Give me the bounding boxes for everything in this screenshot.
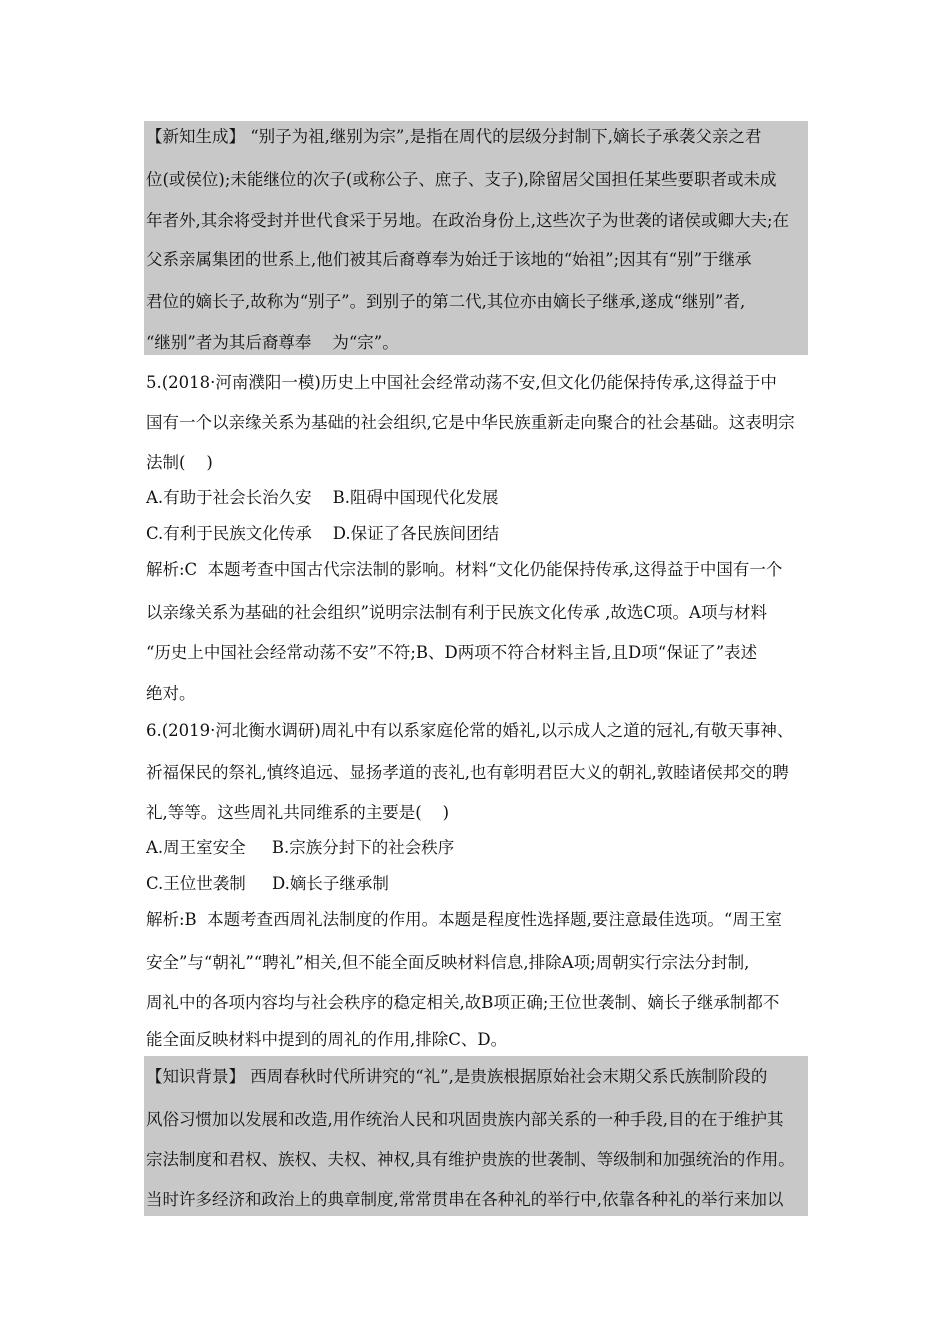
question-6-stem: 祈福保民的祭礼,慎终追远、显扬孝道的丧礼,也有彰明君臣大义的朝礼,敦睦诸侯邦交的聘 bbox=[146, 763, 789, 782]
question-6-stem: 礼,等等。这些周礼共同维系的主要是( ) bbox=[146, 803, 450, 822]
question-6-options: C.王位世袭制 D.嫡长子继承制 bbox=[146, 874, 389, 893]
question-5-analysis: 以亲缘关系为基础的社会组织”说明宗法制有利于民族文化传承 ,故选C项。A项与材料 bbox=[146, 603, 767, 622]
box2-line: 宗法制度和君权、族权、夫权、神权,具有维护贵族的世袭制、等级制和加强统治的作用。 bbox=[146, 1150, 795, 1169]
box1-line: “继别”者为其后裔尊奉 为“宗”。 bbox=[146, 333, 399, 352]
box1-line: 【新知生成】 “别子为祖,继别为宗”,是指在周代的层级分封制下,嫡长子承袭父亲之君 bbox=[146, 127, 762, 146]
box1-line: 位(或侯位);未能继位的次子(或称公子、庶子、支子),除留居父国担任某些要职者或未成 bbox=[146, 170, 777, 189]
box2-line: 风俗习惯加以发展和改造,用作统治人民和巩固贵族内部关系的一种手段,目的在于维护其 bbox=[146, 1110, 784, 1129]
question-6-analysis: 周礼中的各项内容均与社会秩序的稳定相关,故B项正确;王位世袭制、嫡长子继承制都不 bbox=[146, 993, 780, 1012]
question-5-stem: 国有一个以亲缘关系为基础的社会组织,它是中华民族重新走向聚合的社会基础。这表明宗 bbox=[146, 413, 795, 432]
question-6-analysis: 能全面反映材料中提到的周礼的作用,排除C、D。 bbox=[146, 1030, 508, 1049]
question-5-options: C.有利于民族文化传承 D.保证了各民族间团结 bbox=[146, 524, 500, 543]
question-6-options: A.周王室安全 B.宗族分封下的社会秩序 bbox=[146, 838, 455, 857]
question-5-analysis: 绝对。 bbox=[146, 684, 196, 703]
question-6-analysis: 解析:B 本题考查西周礼法制度的作用。本题是程度性选择题,要注意最佳选项。“周王室 bbox=[146, 910, 782, 929]
question-5-analysis: “历史上中国社会经常动荡不安”不符;B、D两项不符合材料主旨,且D项“保证了”表述 bbox=[146, 643, 758, 662]
box2-line: 当时许多经济和政治上的典章制度,常常贯串在各种礼的举行中,依靠各种礼的举行来加以 bbox=[146, 1190, 784, 1209]
question-5-analysis: 解析:C 本题考查中国古代宗法制的影响。材料“文化仍能保持传承,这得益于中国有一个 bbox=[146, 560, 783, 579]
box1-line: 君位的嫡长子,故称为“别子”。到别子的第二代,其位亦由嫡长子继承,遂成“继别”者, bbox=[146, 292, 746, 311]
box1-line: 年者外,其余将受封并世代食采于另地。在政治身份上,这些次子为世袭的诸侯或卿大夫;在 bbox=[146, 211, 790, 230]
question-5-stem: 法制( ) bbox=[146, 453, 213, 472]
box1-line: 父系亲属集团的世系上,他们被其后裔尊奉为始迁于该地的“始祖”;因其有“别”于继承 bbox=[146, 250, 752, 269]
box2-line: 【知识背景】 西周春秋时代所讲究的“礼”,是贵族根据原始社会末期父系氏族制阶段的 bbox=[146, 1067, 768, 1086]
question-6-analysis: 安全”与“朝礼”“聘礼”相关,但不能全面反映材料信息,排除A项;周朝实行宗法分封制, bbox=[146, 953, 750, 972]
question-6-stem: 6.(2019·河北衡水调研)周礼中有以系家庭伦常的婚礼,以示成人之道的冠礼,有敬天事神、 bbox=[146, 721, 794, 740]
question-5-options: A.有助于社会长治久安 B.阻碍中国现代化发展 bbox=[146, 488, 499, 507]
question-5-stem: 5.(2018·河南濮阳一模)历史上中国社会经常动荡不安,但文化仍能保持传承,这得益于中 bbox=[146, 373, 777, 392]
new-knowledge-box bbox=[144, 121, 808, 355]
